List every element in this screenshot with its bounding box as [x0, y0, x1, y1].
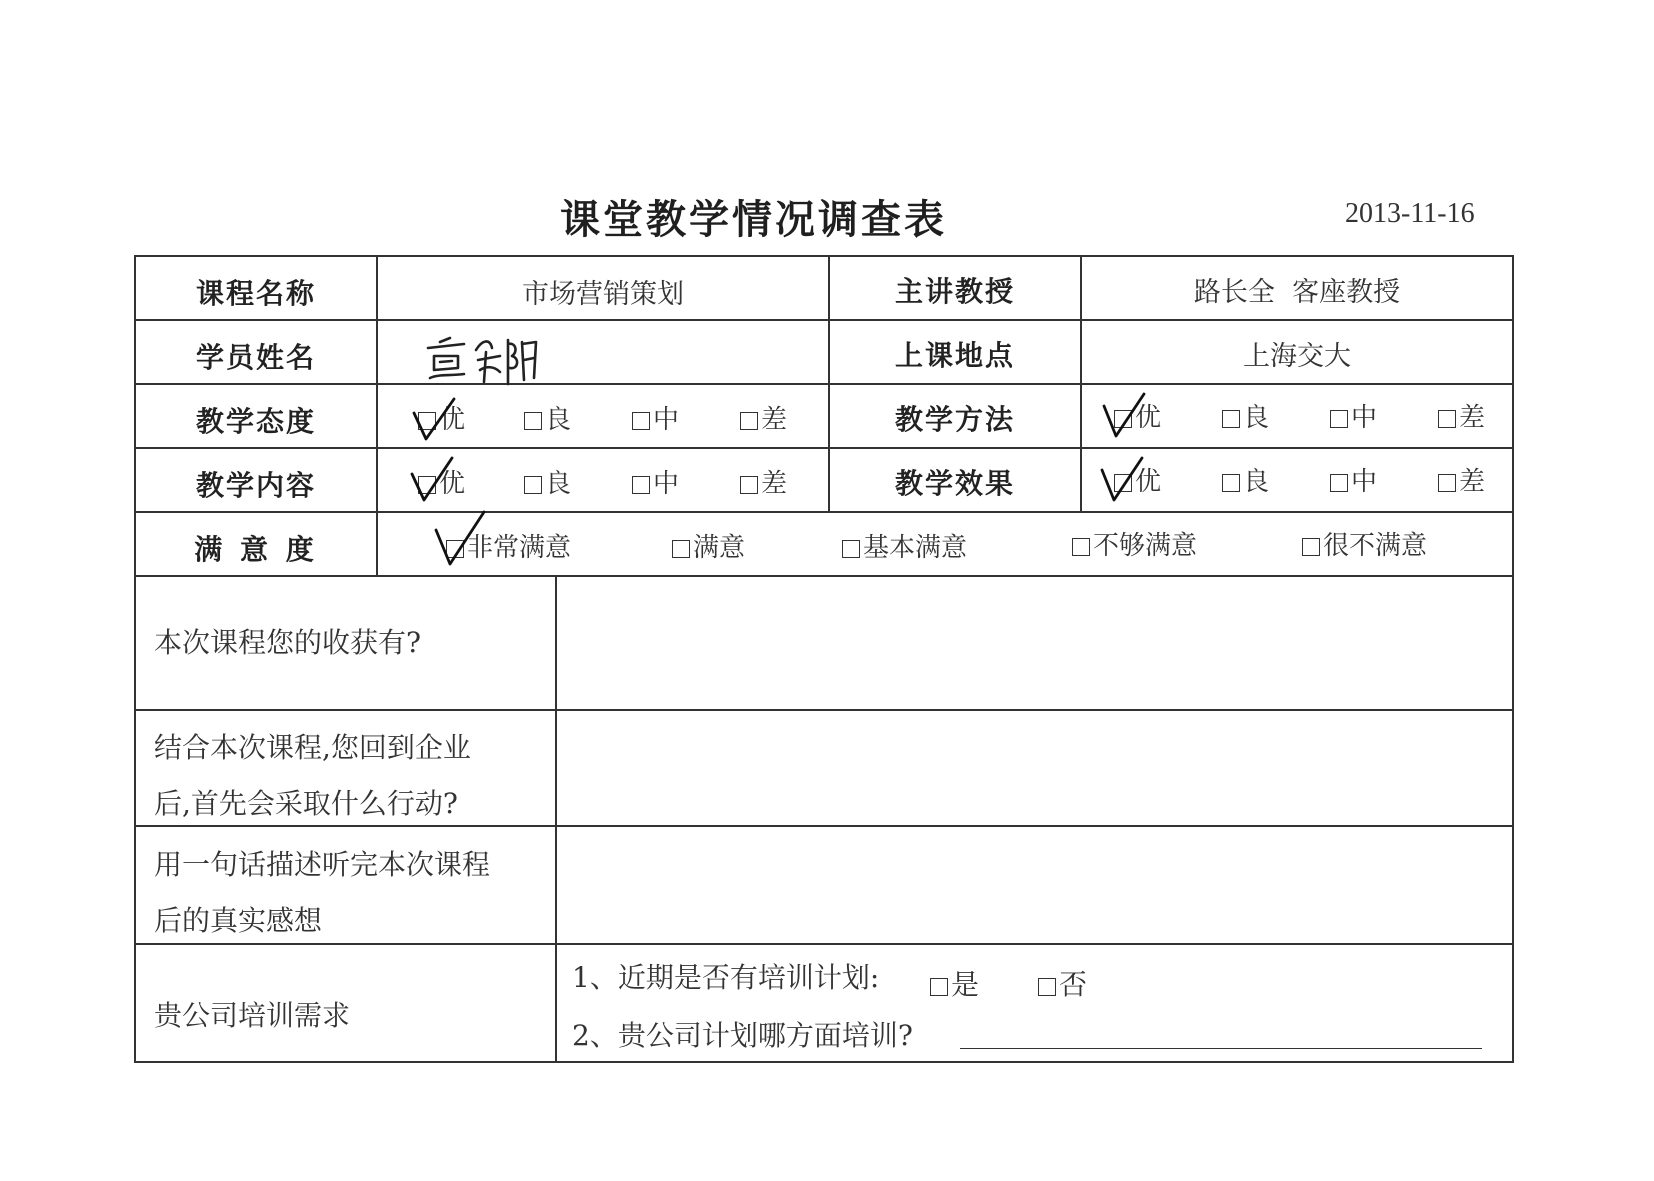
method-option-excellent[interactable]: 优	[1114, 397, 1161, 434]
check-mark-icon	[1100, 390, 1150, 442]
satisfaction-option-very-satisfied[interactable]: 非常满意	[446, 527, 571, 564]
satisfaction-option-satisfied[interactable]: 满意	[672, 527, 745, 564]
content-option-poor[interactable]: 差	[740, 463, 787, 500]
effect-option-excellent[interactable]: 优	[1114, 461, 1161, 498]
answer-feeling-area[interactable]	[558, 828, 1511, 942]
check-mark-icon	[410, 395, 460, 445]
student-name-label: 学员姓名	[195, 341, 316, 374]
checkbox-icon	[1438, 410, 1456, 428]
content-option-good[interactable]: 良	[524, 463, 571, 500]
content-option-excellent[interactable]: 优	[418, 463, 465, 500]
checkbox-icon	[632, 476, 650, 494]
form-title: 课堂教学情况调查表	[560, 197, 947, 243]
attitude-option-poor[interactable]: 差	[740, 399, 787, 436]
checkbox-icon	[740, 476, 758, 494]
attitude-option-fair[interactable]: 中	[632, 399, 679, 436]
satisfaction-option-very-unsatisfied[interactable]: 很不满意	[1302, 525, 1427, 562]
satisfaction-option-basic[interactable]: 基本满意	[842, 527, 967, 564]
checkbox-icon	[1330, 474, 1348, 492]
answer-gains-area[interactable]	[558, 578, 1511, 708]
student-signature	[420, 330, 550, 390]
method-option-poor[interactable]: 差	[1438, 397, 1485, 434]
check-mark-icon	[1098, 454, 1148, 506]
location-label: 上课地点	[894, 339, 1015, 372]
effect-option-poor[interactable]: 差	[1438, 461, 1485, 498]
content-option-fair[interactable]: 中	[632, 463, 679, 500]
course-name-value: 市场营销策划	[522, 279, 684, 310]
question-action-line2: 后,首先会采取什么行动?	[154, 787, 458, 820]
question-training-needs: 贵公司培训需求	[154, 999, 351, 1032]
question-action-line1: 结合本次课程,您回到企业	[154, 731, 471, 764]
checkbox-icon	[1438, 474, 1456, 492]
course-name-label: 课程名称	[195, 277, 316, 310]
checkbox-icon	[1302, 538, 1320, 556]
checkbox-icon	[632, 412, 650, 430]
check-mark-icon	[432, 508, 490, 570]
training-plan-yes[interactable]: 是	[930, 963, 979, 1003]
attitude-option-good[interactable]: 良	[524, 399, 571, 436]
attitude-label: 教学态度	[195, 405, 316, 438]
form-date: 2013-11-16	[1345, 198, 1475, 229]
method-option-good[interactable]: 良	[1222, 397, 1269, 434]
checkbox-icon	[1038, 978, 1056, 996]
checkbox-icon	[1330, 410, 1348, 428]
attitude-option-excellent[interactable]: 优	[418, 399, 465, 436]
checkbox-icon	[842, 540, 860, 558]
checkbox-icon	[524, 412, 542, 430]
question-feeling-line2: 后的真实感想	[154, 904, 323, 937]
lecturer-label: 主讲教授	[894, 275, 1015, 308]
lecturer-value: 路长全 客座教授	[1193, 277, 1401, 308]
check-mark-icon	[408, 454, 458, 506]
checkbox-icon	[524, 476, 542, 494]
training-topic-answer-line[interactable]	[960, 1048, 1482, 1049]
location-value: 上海交大	[1243, 341, 1351, 372]
question-gains: 本次课程您的收获有?	[154, 626, 422, 659]
satisfaction-label: 满 意 度	[194, 533, 318, 566]
checkbox-icon	[930, 978, 948, 996]
effect-option-fair[interactable]: 中	[1330, 461, 1377, 498]
effect-label: 教学效果	[894, 467, 1015, 500]
question-feeling-line1: 用一句话描述听完本次课程	[154, 848, 491, 881]
checkbox-icon	[1222, 474, 1240, 492]
checkbox-icon	[672, 540, 690, 558]
checkbox-icon	[1072, 538, 1090, 556]
content-label: 教学内容	[195, 469, 316, 502]
method-option-fair[interactable]: 中	[1330, 397, 1377, 434]
answer-action-area[interactable]	[558, 712, 1511, 824]
checkbox-icon	[1222, 410, 1240, 428]
checkbox-icon	[740, 412, 758, 430]
effect-option-good[interactable]: 良	[1222, 461, 1269, 498]
satisfaction-option-not-enough[interactable]: 不够满意	[1072, 525, 1197, 562]
training-topic-question: 2、贵公司计划哪方面培训?	[572, 1019, 913, 1052]
method-label: 教学方法	[894, 403, 1015, 436]
training-plan-no[interactable]: 否	[1038, 963, 1087, 1003]
training-plan-question: 1、近期是否有培训计划:	[572, 961, 880, 994]
